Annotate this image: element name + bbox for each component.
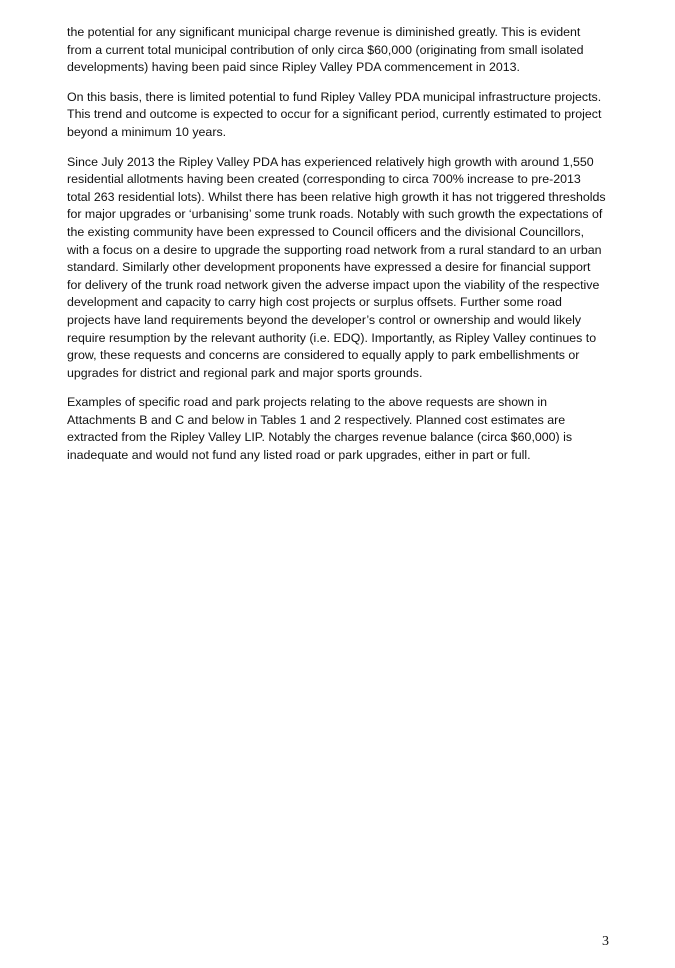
paragraph-2: On this basis, there is limited potential to fund Ripley Valley PDA municipal infrastructure projects. This trend and outcome is expected to occur for a significant period, currently estimated to project beyond a minimum 10 years. (67, 89, 602, 139)
paragraph-4: Examples of specific road and park projects relating to the above requests are shown in Attachments B and C and below in Tables 1 and 2 respectively. Planned cost estimates are extracted from the Ripley Valley LIP. Notably the charges revenue balance (circa $60,000) is inadequate and would not fund any listed road or park upgrades, either in part or full. (67, 395, 573, 463)
page-number: 3 (602, 934, 609, 949)
paragraph-3: Since July 2013 the Ripley Valley PDA has experienced relatively high growth with around 1,550 residential allotments having been created (corresponding to circa 700% increase to pre-2013 total 263 residential lots). Whilst there has been relative high growth it has not triggered thresholds for major upgrades or ‘urbanising’ some trunk roads. Notably with such growth the expectations of the existing community have been expressed to Council officers and the divisional Councillors, with a focus on a desire to upgrade the supporting road network from a rural standard to an urban standard. Similarly other development proponents have expressed a desire for financial support for delivery of the trunk road network given the adverse impact upon the viability of the respective development and capacity to carry high cost projects or surplus offsets. Further some road projects have land requirements beyond the developer’s control or ownership and would likely require resumption by the relevant authority (i.e. EDQ). Importantly, as Ripley Valley continues to grow, these requests and concerns are considered to equally apply to park embellishments or upgrades for district and regional park and major sports grounds. (67, 154, 606, 380)
body-text (67, 24, 607, 477)
paragraph-1: the potential for any significant municipal charge revenue is diminished greatly. This is evident from a current total municipal contribution of only circa $60,000 (originating from small isolated developments) having been paid since Ripley Valley PDA commencement in 2013. (67, 25, 584, 75)
